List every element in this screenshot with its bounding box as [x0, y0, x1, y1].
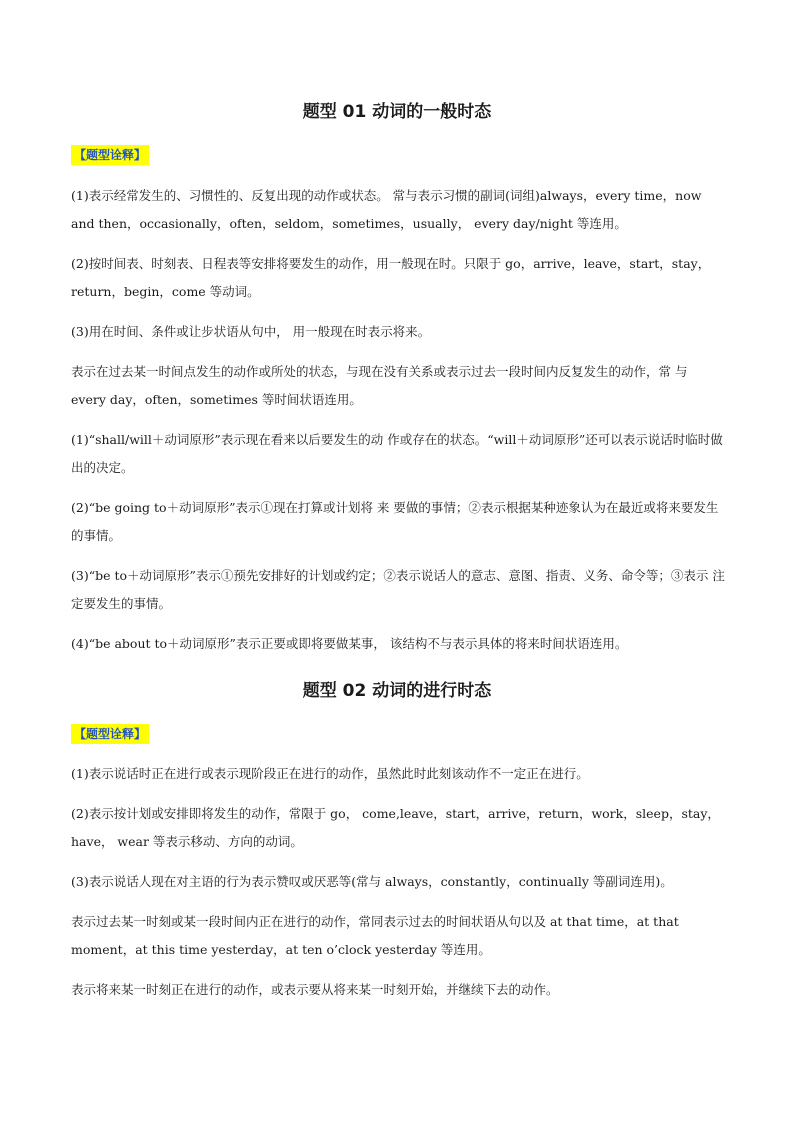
section-1-paragraph-2: (2)按时间表、时刻表、日程表等安排将要发生的动作，用一般现在时。只限于 go，arrive，leave，start，stay，return，begin，come 等动词。: [71, 256, 711, 299]
section-1-paragraph-6: (2)“be going to＋动词原形”表示①现在打算或计划将 来 要做的事情；②表示根据某种迹象认为在最近或将来要发生的事情。: [71, 500, 719, 543]
section-2-paragraph-5: 表示将来某一时刻正在进行的动作，或表示要从将来某一时刻开始，并继续下去的动作。: [71, 982, 559, 997]
section-2-paragraph-2: (2)表示按计划或安排即将发生的动作，常限于 go， come,leave，start，arrive，return，work，sleep，stay，have， wear 等表示移动、方向的动词。: [71, 806, 720, 849]
section-2-paragraph-3: (3)表示说话人现在对主语的行为表示赞叹或厌恶等(常与 always，constantly，continually 等副词连用)。: [71, 874, 673, 889]
section-1-title: 题型 01 动词的一般时态: [302, 102, 492, 122]
section-2-tag: 【题型诠释】: [71, 724, 149, 744]
section-2-paragraph-4: 表示过去某一时刻或某一段时间内正在进行的动作，常同表示过去的时间状语从句以及 at that time，at that moment，at this time yesterday，at ten o’clock yesterday 等连用。: [71, 914, 679, 957]
section-2-paragraph-1: (1)表示说话时正在进行或表示现阶段正在进行的动作，虽然此时此刻该动作不一定正在进行。: [71, 766, 589, 781]
section-1-paragraph-1: (1)表示经常发生的、习惯性的、反复出现的动作或状态。 常与表示习惯的副词(词组)always，every time，now and then，occasionally，often，seldom，sometimes，usually， every day/night 等连用。: [71, 188, 702, 231]
section-1-paragraph-4: 表示在过去某一时间点发生的动作或所处的状态，与现在没有关系或表示过去一段时间内反复发生的动作，常 与 every day，often，sometimes 等时间状语连用。: [71, 364, 688, 407]
section-2-title: 题型 02 动词的进行时态: [302, 681, 492, 701]
section-1-paragraph-7: (3)“be to＋动词原形”表示①预先安排好的计划或约定；②表示说话人的意志、意图、指责、义务、命令等；③表示 注定要发生的事情。: [71, 568, 725, 611]
section-1-paragraph-8: (4)“be about to＋动词原形”表示正要或即将要做某事， 该结构不与表示具体的将来时间状语连用。: [71, 636, 628, 651]
section-1-paragraph-3: (3)用在时间、条件或让步状语从句中， 用一般现在时表示将来。: [71, 324, 431, 339]
section-1-tag: 【题型诠释】: [71, 145, 149, 165]
section-1-paragraph-5: (1)“shall/will＋动词原形”表示现在看来以后要发生的动 作或存在的状态。“will＋动词原形”还可以表示说话时临时做出的决定。: [71, 432, 723, 475]
